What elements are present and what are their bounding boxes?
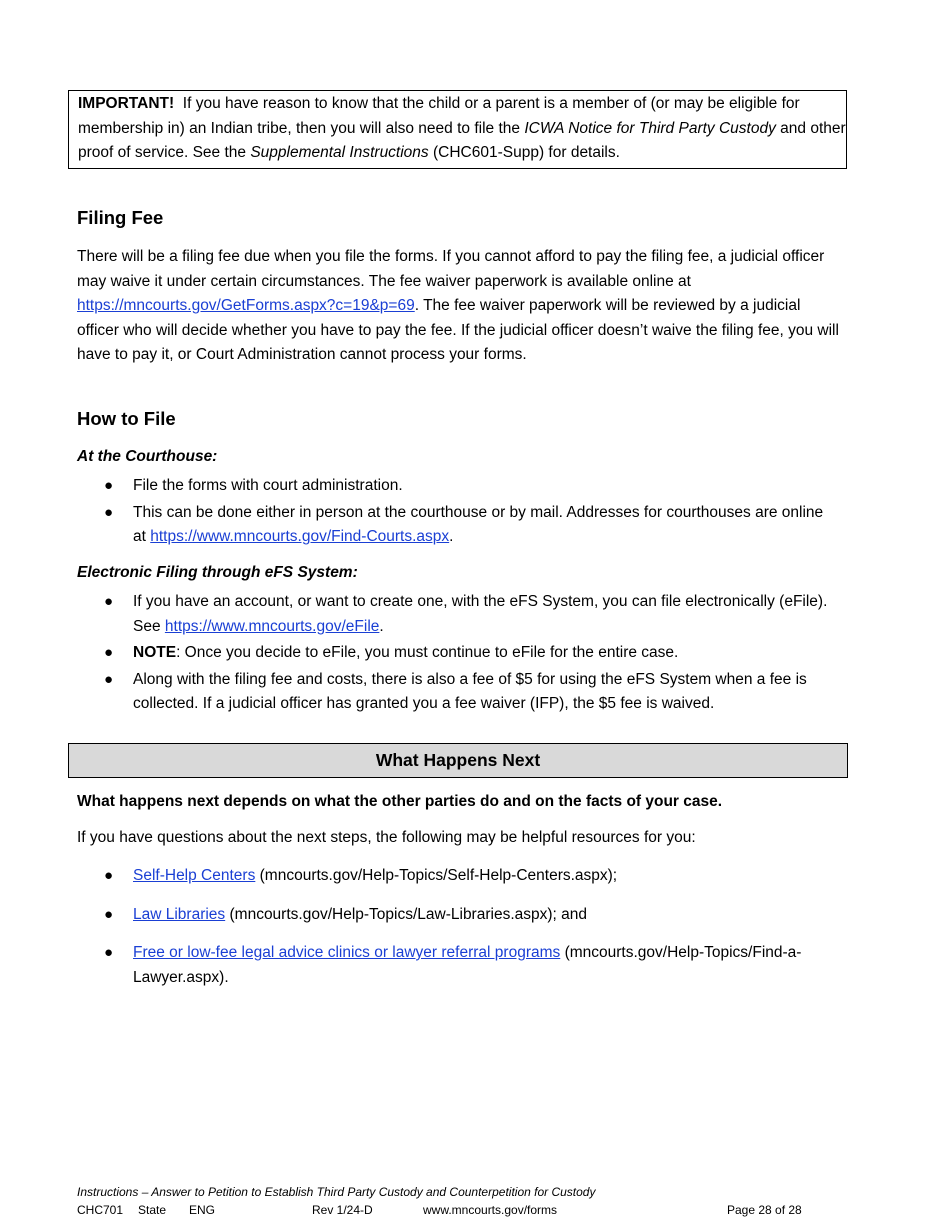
find-courts-link[interactable]: https://www.mncourts.gov/Find-Courts.aspx bbox=[150, 528, 450, 545]
efile-subheading: Electronic Filing through eFS System: bbox=[77, 564, 358, 581]
resource-text: (mncourts.gov/Help-Topics/Self-Help-Centers.aspx); bbox=[255, 867, 618, 884]
important-text-2: and other proof of service. See the bbox=[78, 119, 846, 162]
efile-link[interactable]: https://www.mncourts.gov/eFile bbox=[164, 617, 380, 635]
next-bold-intro: What happens next depends on what the other parties do and on the facts of your case. bbox=[77, 793, 723, 810]
filing-fee-paragraph bbox=[77, 245, 839, 368]
bullet-icon: ● bbox=[104, 503, 114, 521]
efile-list bbox=[77, 590, 837, 719]
footer-jurisdiction: State bbox=[138, 1203, 167, 1217]
important-text: If you have reason to know that the child or a parent is a member of (or may be eligible for membership in) an Indian tribe, then you will also need to file the bbox=[78, 95, 800, 137]
important-label: IMPORTANT! bbox=[78, 95, 175, 112]
law-libraries-link[interactable]: Law Libraries bbox=[133, 905, 226, 923]
bullet-icon: ● bbox=[104, 944, 114, 961]
footer-title: Instructions – Answer to Petition to Establish Third Party Custody and Counterpetition for Custody bbox=[77, 1185, 596, 1199]
list-item bbox=[77, 668, 837, 717]
list-item-end: . bbox=[449, 528, 454, 545]
important-notice-box bbox=[68, 90, 847, 169]
supplemental-instructions-name: Supplemental Instructions bbox=[250, 144, 429, 162]
self-help-centers-link[interactable]: Self-Help Centers bbox=[133, 867, 256, 884]
footer-page-number: Page 28 of 28 bbox=[727, 1203, 802, 1217]
list-item bbox=[77, 474, 837, 499]
filing-fee-text: There will be a filing fee due when you file the forms. If you cannot afford to pay the filing fee, a judicial officer may waive it under certain circumstances. The fee waiver paperwork is available online at bbox=[77, 248, 825, 290]
resource-text: (mncourts.gov/Help-Topics/Law-Libraries.aspx); and bbox=[225, 905, 588, 923]
list-item-text: Along with the filing fee and costs, there is also a fee of $5 for using the eFS System when a fee is collected. If a judicial officer has granted you a fee waiver (IFP), the $5 fee is waived. bbox=[133, 670, 807, 712]
how-to-file-heading: How to File bbox=[77, 408, 176, 429]
list-item bbox=[77, 941, 837, 990]
bullet-icon: ● bbox=[104, 644, 114, 661]
list-item bbox=[77, 903, 837, 928]
bullet-icon: ● bbox=[104, 867, 114, 884]
list-item bbox=[77, 864, 837, 889]
icwa-form-name: ICWA Notice for Third Party Custody bbox=[524, 119, 776, 137]
list-item-end: . bbox=[379, 617, 384, 635]
list-item-text: : Once you decide to eFile, you must continue to eFile for the entire case. bbox=[176, 644, 679, 661]
bullet-icon: ● bbox=[104, 593, 114, 610]
bullet-icon: ● bbox=[104, 477, 114, 494]
footer-form-code: CHC701 bbox=[77, 1203, 124, 1217]
resources-list bbox=[77, 864, 837, 992]
courthouse-subheading: At the Courthouse: bbox=[77, 448, 218, 465]
next-intro: If you have questions about the next steps, the following may be helpful resources for you: bbox=[77, 829, 696, 846]
filing-fee-heading: Filing Fee bbox=[77, 207, 164, 228]
footer-revision: Rev 1/24-D bbox=[312, 1203, 373, 1217]
bullet-icon: ● bbox=[104, 905, 114, 923]
list-item bbox=[77, 641, 837, 666]
legal-advice-clinics-link[interactable]: Free or low-fee legal advice clinics or lawyer referral programs bbox=[133, 944, 561, 961]
list-item-text: File the forms with court administration. bbox=[133, 477, 403, 494]
list-item-text: This can be done either in person at the courthouse or by mail. Addresses for courthouses are online at bbox=[133, 503, 824, 545]
courthouse-list bbox=[77, 474, 837, 552]
note-label: NOTE bbox=[133, 644, 177, 661]
list-item bbox=[77, 590, 837, 639]
bullet-icon: ● bbox=[104, 670, 114, 688]
important-text-3: (CHC601-Supp) for details. bbox=[428, 144, 620, 162]
footer-website: www.mncourts.gov/forms bbox=[423, 1203, 558, 1217]
resource-text: (mncourts.gov/Help-Topics/Find-a-Lawyer.aspx). bbox=[133, 944, 802, 986]
what-happens-next-banner: What Happens Next bbox=[68, 743, 848, 778]
filing-fee-text-2: . The fee waiver paperwork will be reviewed by a judicial officer who will decide whether you have to pay the fee. If the judicial officer doesn’t waive the filing fee, you will have to pay it, or Court Administration cannot process your forms. bbox=[77, 297, 839, 363]
footer-language: ENG bbox=[189, 1203, 216, 1217]
list-item-text: If you have an account, or want to create one, with the eFS System, you can file electronically (eFile). See bbox=[133, 593, 828, 635]
fee-waiver-link[interactable]: https://mncourts.gov/GetForms.aspx?c=19&p=69 bbox=[77, 297, 415, 314]
list-item bbox=[77, 501, 837, 550]
